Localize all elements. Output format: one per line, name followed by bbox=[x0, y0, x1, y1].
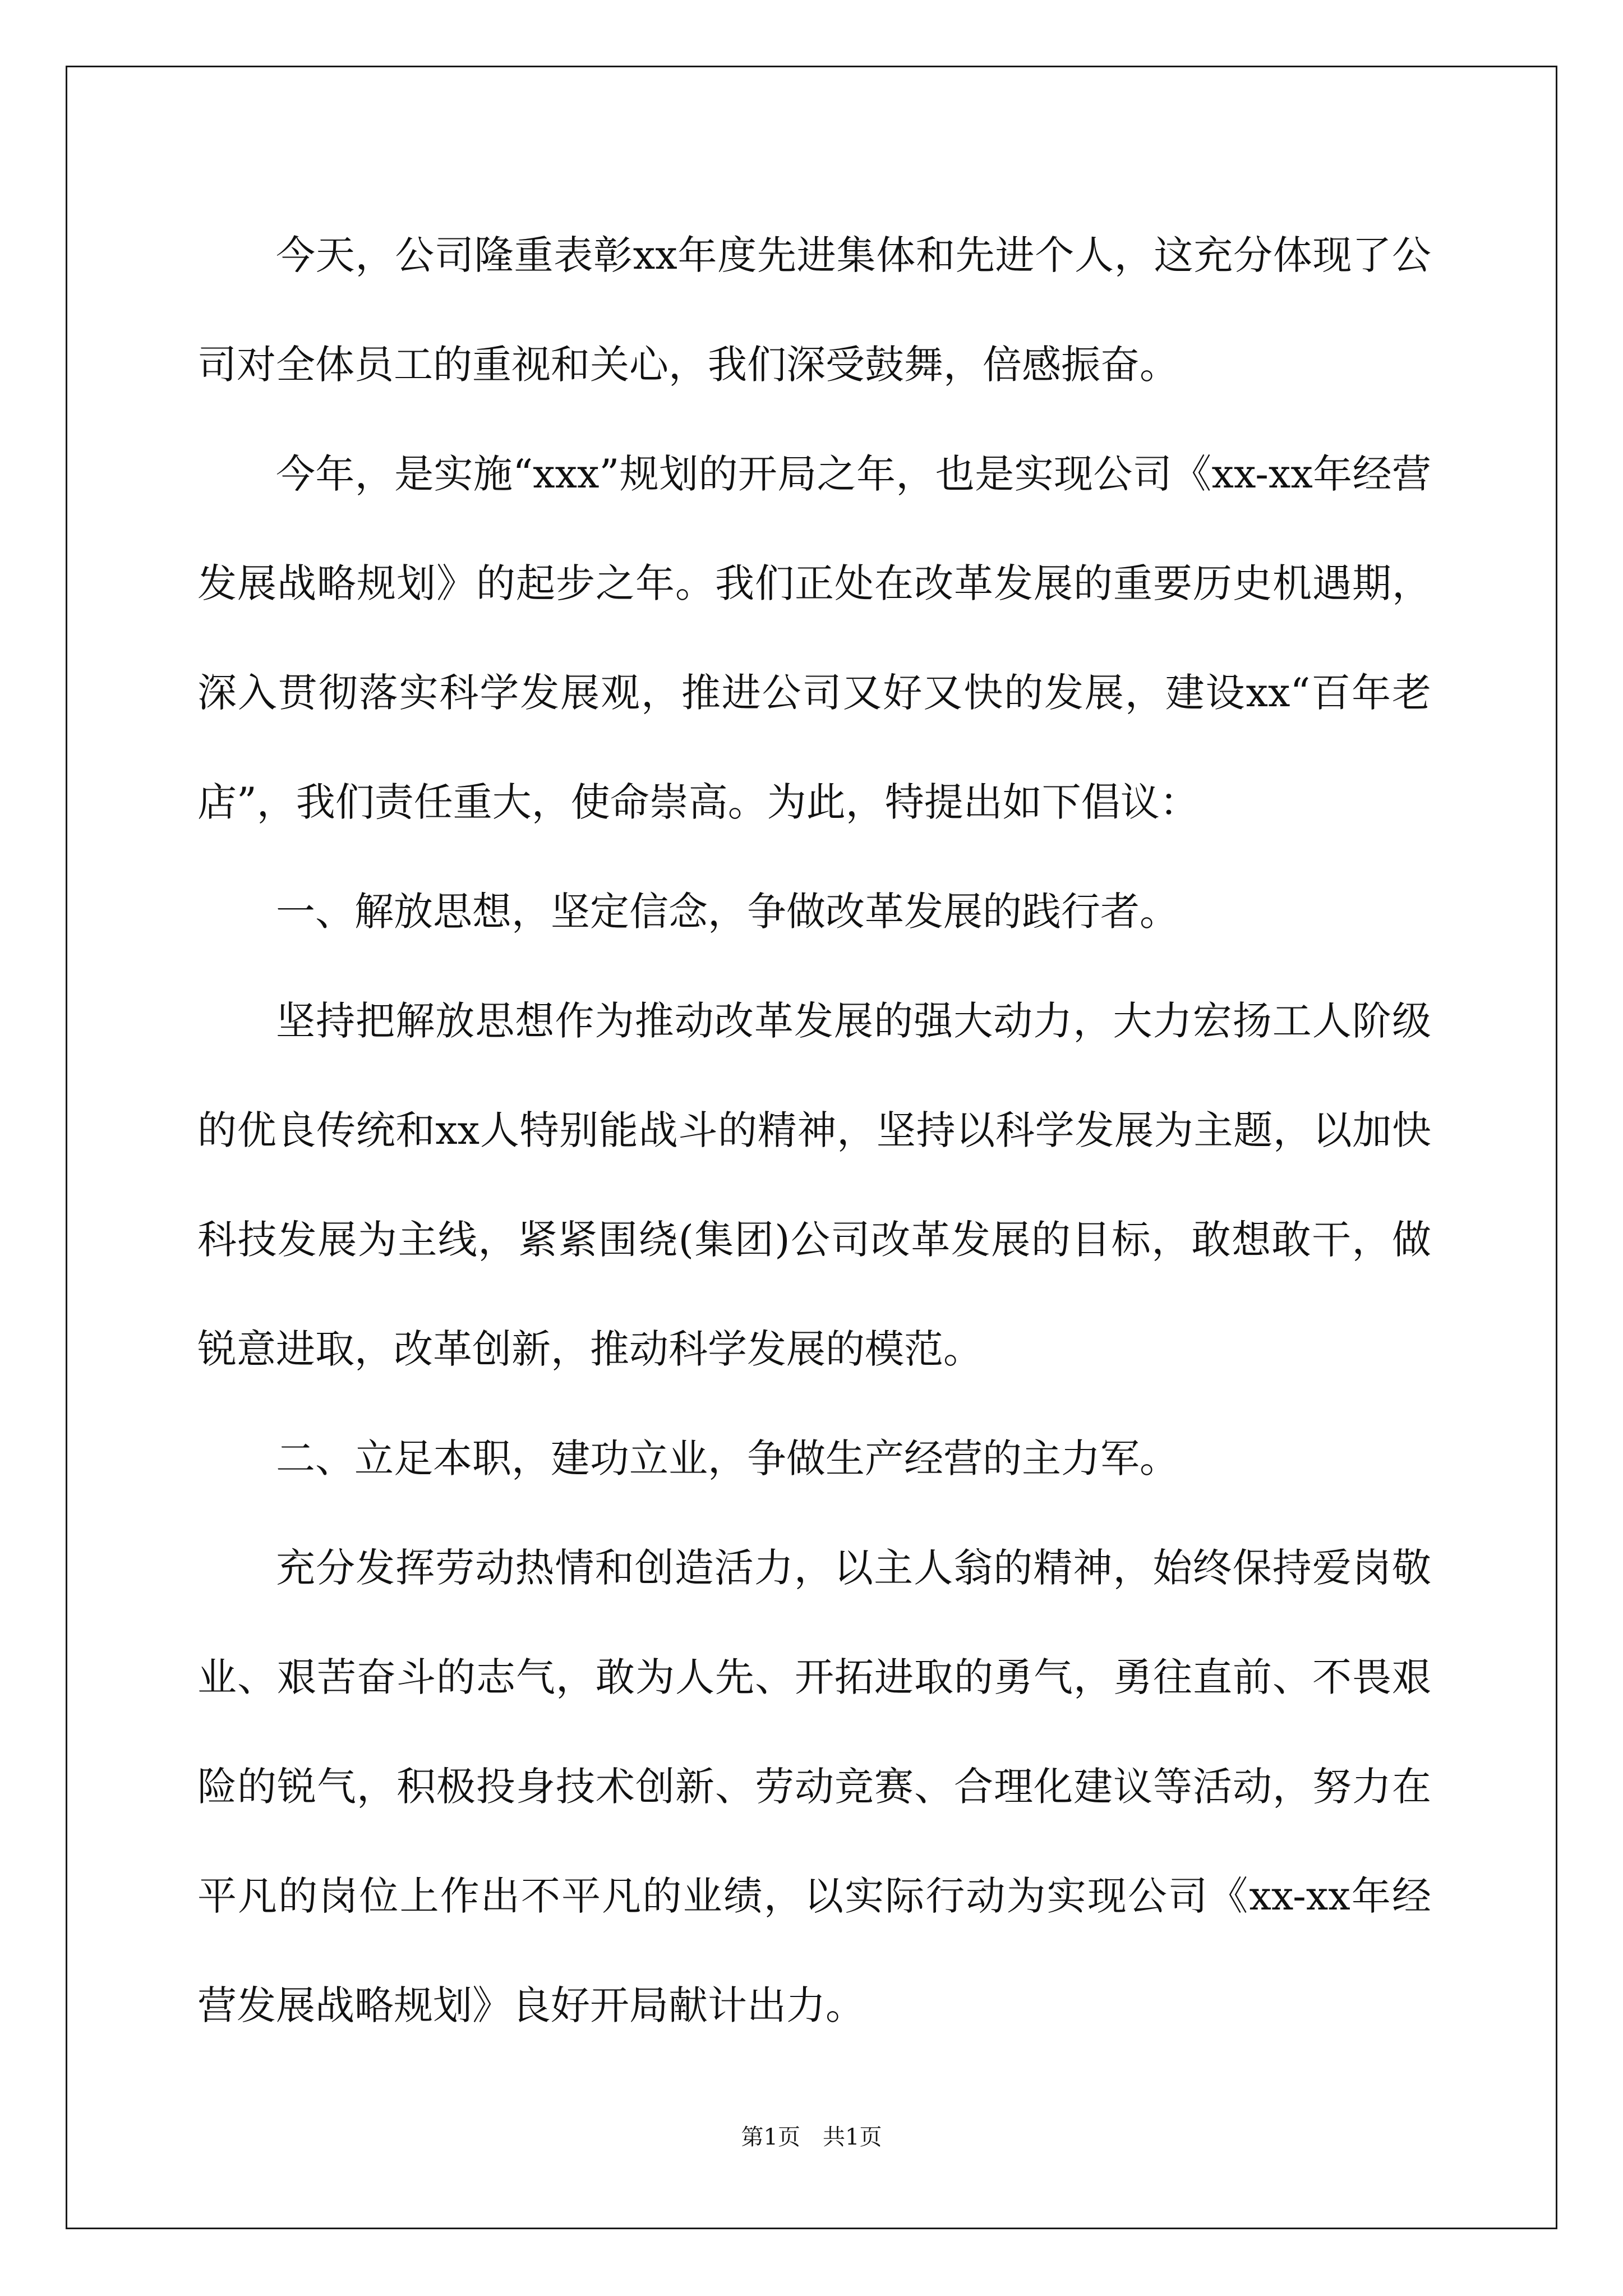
section-heading-2: 二、立足本职，建功立业，争做生产经营的主力军。 bbox=[276, 1435, 1179, 1481]
paragraph-1: 今天，公司隆重表彰xx年度先进集体和先进个人，这充分体现了公司对全体员工的重视和关心，我们深受鼓舞，倍感振奋。 bbox=[197, 232, 1431, 388]
document-body bbox=[197, 201, 1431, 2060]
section-heading-1: 一、解放思想，坚定信念，争做改革发展的践行者。 bbox=[276, 889, 1179, 935]
paragraph-4: 充分发挥劳动热情和创造活力，以主人翁的精神，始终保持爱岗敬业、艰苦奋斗的志气，敢为人先、开拓进取的勇气，勇往直前、不畏艰险的锐气，积极投身技术创新、劳动竞赛、合理化建议等活动，努力在平凡的岗位上作出不平凡的业绩，以实际行动为实现公司《xx-xx年经营发展战略规划》良好开局献计出力。 bbox=[197, 1545, 1431, 2028]
paragraph-3: 坚持把解放思想作为推动改革发展的强大动力，大力宏扬工人阶级的优良传统和xx人特别能战斗的精神，坚持以科学发展为主题，以加快科技发展为主线，紧紧围绕(集团)公司改革发展的目标，敢想敢干，做锐意进取，改革创新，推动科学发展的模范。 bbox=[197, 998, 1431, 1372]
paragraph-2: 今年，是实施“xxx”规划的开局之年，也是实现公司《xx-xx年经营发展战略规划》的起步之年。我们正处在改革发展的重要历史机遇期，深入贯彻落实科学发展观，推进公司又好又快的发展，建设xx“百年老店”，我们责任重大，使命崇高。为此，特提出如下倡议： bbox=[197, 451, 1431, 825]
page-footer: 第1页 共1页 bbox=[741, 2124, 882, 2150]
